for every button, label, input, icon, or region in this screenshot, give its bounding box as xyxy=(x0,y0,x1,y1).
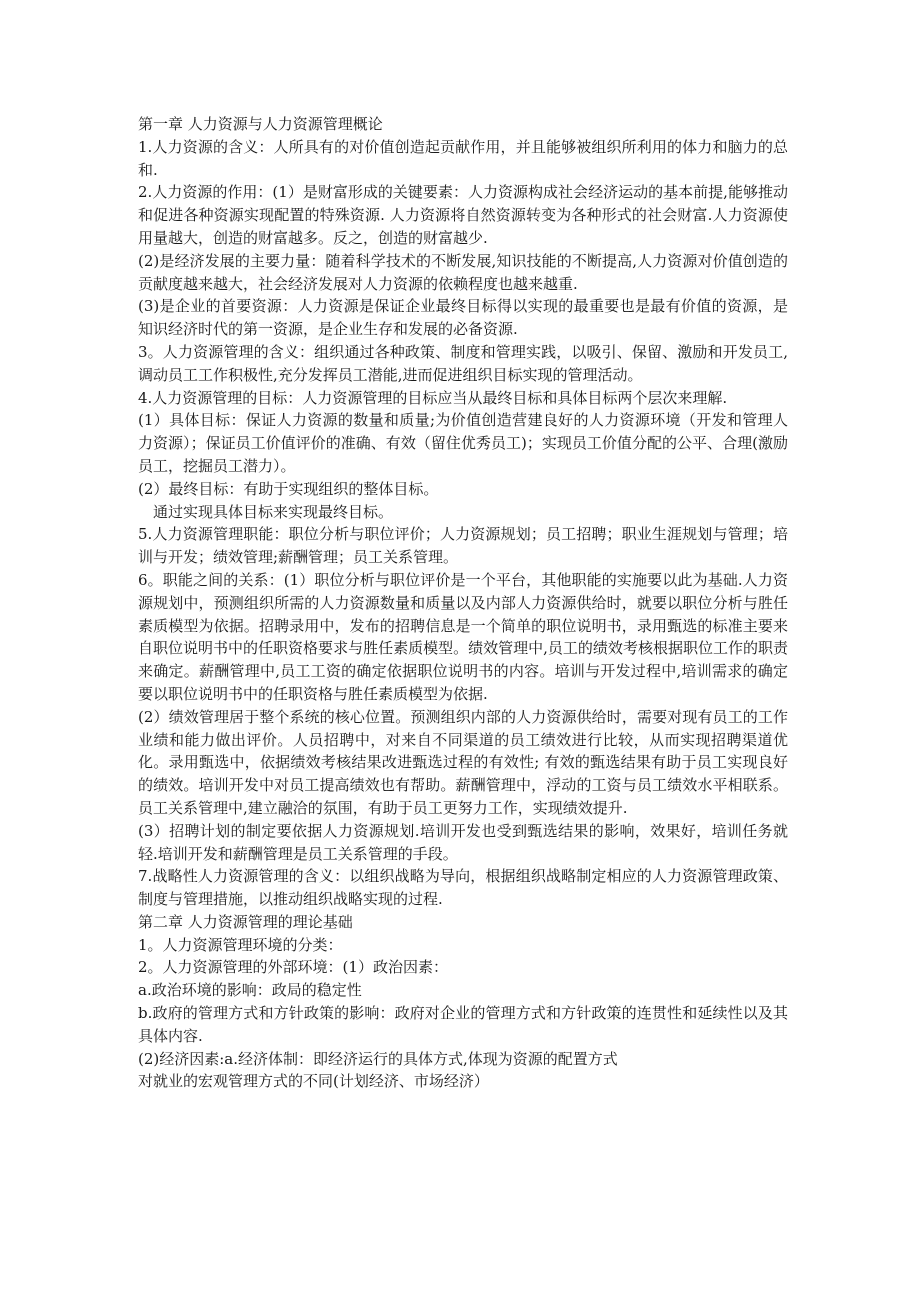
paragraph: (3）招聘计划的制定要依据人力资源规划.培训开发也受到甄选结果的影响，效果好，培训任务就轻.培训开发和薪酬管理是员工关系管理的手段。 xyxy=(138,821,788,863)
paragraph: 4.人力资源管理的目标：人力资源管理的目标应当从最终目标和具体目标两个层次来理解. xyxy=(138,388,728,407)
paragraph: a.政治环境的影响：政局的稳定性 xyxy=(138,981,362,1000)
paragraph: 2.人力资源的作用：(1）是财富形成的关键要素：人力资源构成社会经济运动的基本前提,能够推动和促进各种资源实现配置的特殊资源. 人力资源将自然资源转变为各种形式的社会财富.人力资源使用量越大，创造的财富越多。反之，创造的财富越少. xyxy=(138,183,788,247)
chapter-1-heading: 第一章 人力资源与人力资源管理概论 xyxy=(138,115,383,133)
paragraph: 5.人力资源管理职能：职位分析与职位评价；人力资源规划；员工招聘；职业生涯规划与管理；培训与开发；绩效管理;薪酬管理；员工关系管理。 xyxy=(138,525,788,567)
paragraph: 对就业的宏观管理方式的不同(计划经济、市场经济） xyxy=(138,1072,489,1091)
paragraph: (2）绩效管理居于整个系统的核心位置。预测组织内部的人力资源供给时，需要对现有员工的工作业绩和能力做出评价。人员招聘中，对来自不同渠道的员工绩效进行比较，从而实现招聘渠道优化。录用甄选中，依据绩效考核结果改进甄选过程的有效性; 有效的甄选结果有助于员工实现良好的绩效。培训开发中对员工提高绩效也有帮助。薪酬管理中，浮动的工资与员工绩效水平相联系。员工关系管理中,建立融洽的氛围，有助于员工更努力工作，实现绩效提升. xyxy=(138,707,788,817)
paragraph: (2)经济因素:a.经济体制：即经济运行的具体方式,体现为资源的配置方式 xyxy=(138,1049,618,1068)
paragraph: b.政府的管理方式和方针政策的影响：政府对企业的管理方式和方针政策的连贯性和延续性以及其具体内容. xyxy=(138,1004,788,1045)
paragraph: 通过实现具体目标来实现最终目标。 xyxy=(153,502,394,521)
paragraph: 1.人力资源的含义：人所具有的对价值创造起贡献作用，并且能够被组织所利用的体力和脑力的总和. xyxy=(138,137,788,179)
paragraph: 1。人力资源管理环境的分类： xyxy=(138,935,343,954)
paragraph: (1）具体目标：保证人力资源的数量和质量;为价值创造营建良好的人力资源环境（开发和管理人力资源）；保证员工价值评价的准确、有效（留住优秀员工)；实现员工价值分配的公平、合理(激励员工，挖掘员工潜力）。 xyxy=(138,411,788,475)
document-body xyxy=(138,113,788,1093)
paragraph: 7.战略性人力资源管理的含义：以组织战略为导向，根据组织战略制定相应的人力资源管理政策、制度与管理措施，以推动组织战略实现的过程. xyxy=(138,867,788,909)
paragraph: (2)是经济发展的主要力量：随着科学技术的不断发展,知识技能的不断提高,人力资源对价值创造的贡献度越来越大，社会经济发展对人力资源的依赖程度也越来越重. xyxy=(138,251,788,293)
paragraph: 3。人力资源管理的含义：组织通过各种政策、制度和管理实践，以吸引、保留、激励和开发员工,调动员工工作积极性,充分发挥员工潜能,进而促进组织目标实现的管理活动。 xyxy=(138,342,788,384)
paragraph: (2）最终目标：有助于实现组织的整体目标。 xyxy=(138,479,439,498)
paragraph: (3)是企业的首要资源：人力资源是保证企业最终目标得以实现的最重要也是最有价值的资源，是知识经济时代的第一资源，是企业生存和发展的必备资源. xyxy=(138,297,788,339)
chapter-2-heading: 第二章 人力资源管理的理论基础 xyxy=(138,912,353,931)
paragraph: 2。人力资源管理的外部环境：(1）政治因素： xyxy=(138,958,448,977)
paragraph: 6。职能之间的关系：(1）职位分析与职位评价是一个平台，其他职能的实施要以此为基础.人力资源规划中，预测组织所需的人力资源数量和质量以及内部人力资源供给时，就要以职位分析与胜任素质模型为依据。招聘录用中，发布的招聘信息是一个简单的职位说明书，录用甄选的标准主要来自职位说明书中的任职资格要求与胜任素质模型。绩效管理中,员工的绩效考核根据职位工作的职责来确定。薪酬管理中,员工工资的确定依据职位说明书的内容。培训与开发过程中,培训需求的确定要以职位说明书中的任职资格与胜任素质模型为依据. xyxy=(138,570,788,703)
